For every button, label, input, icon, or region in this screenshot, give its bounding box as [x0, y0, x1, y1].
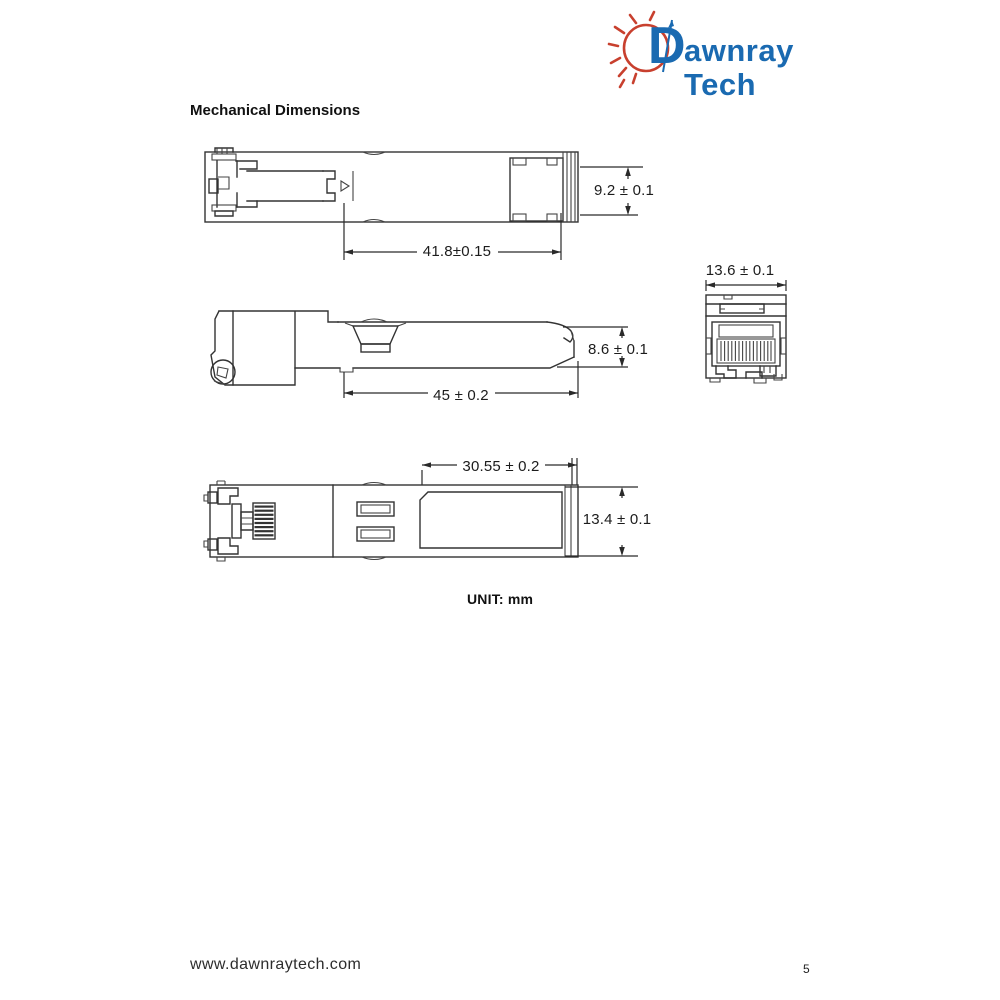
- dim-label-top-height: 9.2 ± 0.1: [593, 182, 655, 199]
- dim-label-side-length: 45 ± 0.2: [433, 387, 489, 404]
- brand-initial: D: [648, 17, 686, 75]
- dim-label-side-height: 8.6 ± 0.1: [587, 341, 649, 358]
- page-number: 5: [803, 962, 810, 976]
- brand-name: awnray Tech: [684, 33, 794, 103]
- dim-label-top-length: 41.8±0.15: [422, 243, 492, 260]
- dim-label-bottom-height: 13.4 ± 0.1: [582, 511, 652, 528]
- unit-note: UNIT: mm: [467, 591, 534, 607]
- dim-label-bottom-length: 30.55 ± 0.2: [462, 458, 540, 475]
- dim-label-front-width: 13.6 ± 0.1: [705, 262, 775, 279]
- brand-logo: [608, 10, 868, 103]
- footer-website: www.dawnraytech.com: [190, 956, 362, 973]
- front-view-drawing: [690, 278, 810, 390]
- page-title: Mechanical Dimensions: [190, 102, 361, 119]
